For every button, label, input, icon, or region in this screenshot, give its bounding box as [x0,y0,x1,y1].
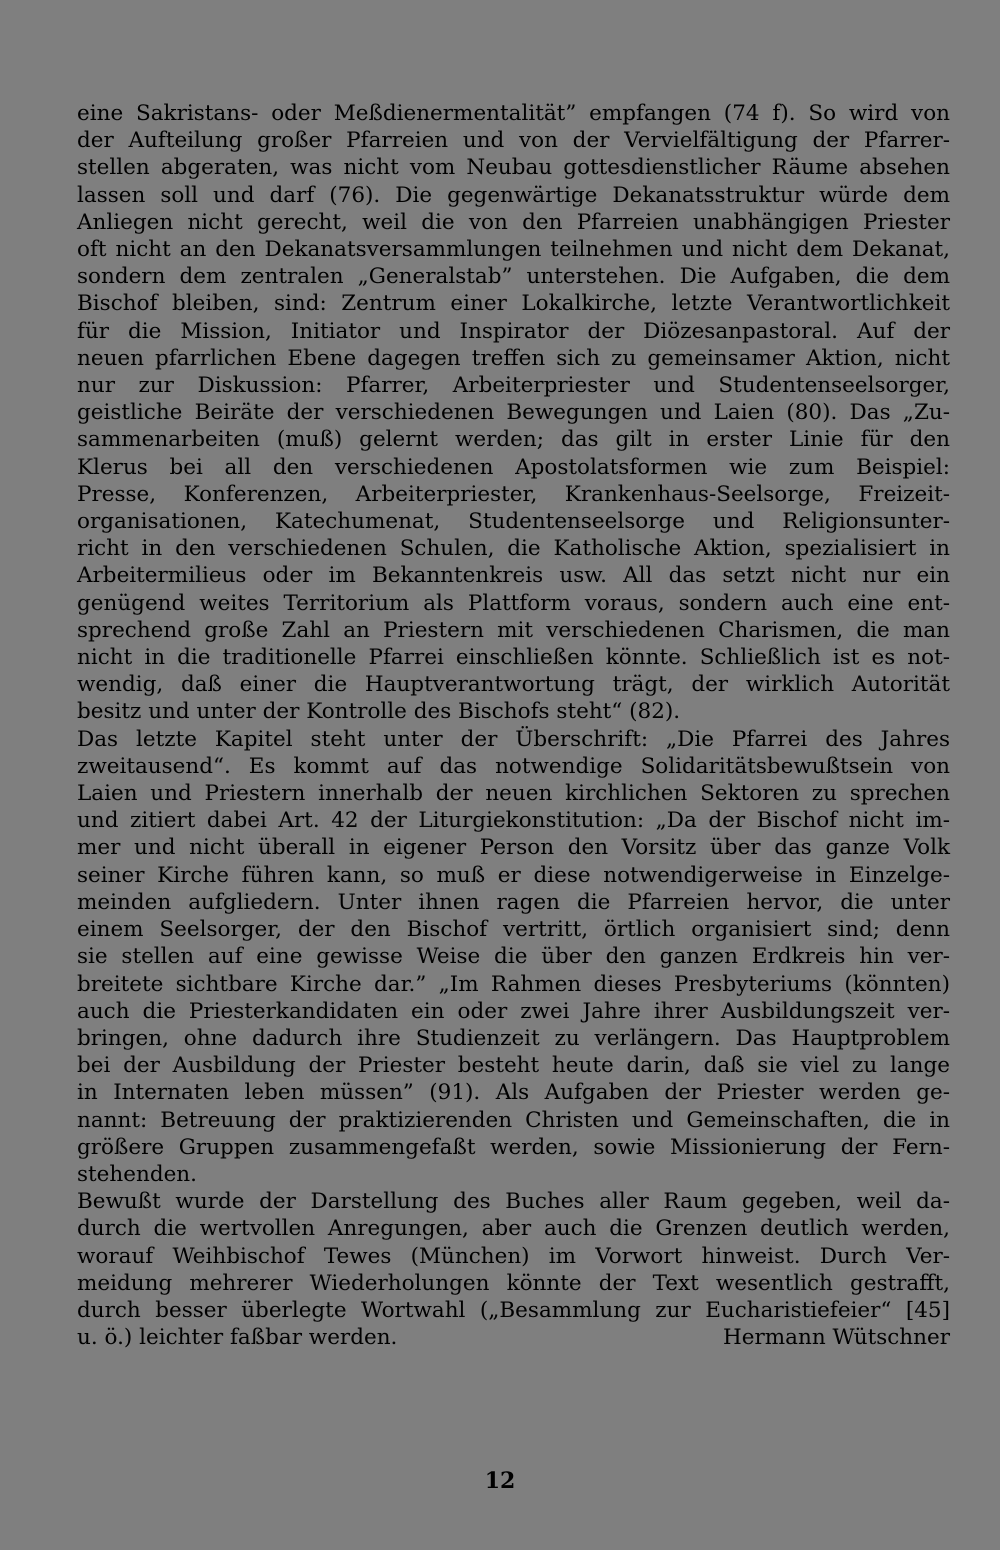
text-line: geistliche Beiräte der verschiedenen Bewegungen und Laien (80). Das „Zu- [77,400,950,426]
text-line: eine Sakristans- oder Meßdienermentalität” empfangen (74 f). So wird von [77,101,950,126]
text-line: Bewußt wurde der Darstellung des Buches aller Raum gegeben, weil da- [77,1189,950,1215]
text-line: und zitiert dabei Art. 42 der Liturgiekonstitution: „Da der Bischof nicht im- [77,808,950,834]
text-line: richt in den verschiedenen Schulen, die Katholische Aktion, spezialisiert in [77,536,950,562]
text-line: worauf Weihbischof Tewes (München) im Vorwort hinweist. Durch Ver- [77,1243,950,1269]
text-line: meidung mehrerer Wiederholungen könnte der Text wesentlich gestrafft, [77,1270,950,1296]
text-line: durch die wertvollen Anregungen, aber auch die Grenzen deutlich werden, [77,1216,950,1242]
text-line: sondern dem zentralen „Generalstab” unterstehen. Die Aufgaben, die dem [77,264,950,290]
text-line: Das letzte Kapitel steht unter der Überschrift: „Die Pfarrei des Jahres [77,726,950,752]
text-line: seiner Kirche führen kann, so muß er diese notwendigerweise in Einzelge- [77,862,950,888]
text-line: nur zur Diskussion: Pfarrer, Arbeiterpriester und Studentenseelsorger, [77,373,950,399]
text-line: bringen, ohne dadurch ihre Studienzeit zu verlängern. Das Hauptproblem [77,1025,950,1051]
text-line: Arbeitermilieus oder im Bekanntenkreis usw. All das setzt nicht nur ein [77,563,950,589]
text-line: meinden aufgliedern. Unter ihnen ragen die Pfarreien hervor, die unter [77,889,950,915]
text-line: in Internaten leben müssen” (91). Als Aufgaben der Priester werden ge- [77,1080,950,1106]
text-line: stehenden. [77,1161,197,1187]
text-line: genügend weites Territorium als Plattform voraus, sondern auch eine ent- [77,590,950,616]
paragraph-3 [77,1188,950,1351]
text-line: Laien und Priestern innerhalb der neuen kirchlichen Sektoren zu sprechen [77,781,950,807]
text-line: Presse, Konferenzen, Arbeiterpriester, Krankenhaus-Seelsorge, Freizeit- [77,481,950,507]
text-line: Anliegen nicht gerecht, weil die von den Pfarreien unabhängigen Priester [77,209,950,235]
text-line: besitz und unter der Kontrolle des Bischofs steht“ (82). [77,699,681,725]
text-line: organisationen, Katechumenat, Studentenseelsorge und Religionsunter- [77,509,950,535]
text-line: für die Mission, Initiator und Inspirator der Diözesanpastoral. Auf der [77,318,950,344]
author-signature: Hermann Wütschner [723,1325,950,1351]
text-line: sammenarbeiten (muß) gelernt werden; das gilt in erster Linie für den [77,427,950,453]
closing-line [77,1324,950,1351]
text-line: wendig, daß einer die Hauptverantwortung trägt, der wirklich Autorität [77,672,950,698]
text-line: nannt: Betreuung der praktizierenden Christen und Gemeinschaften, die in [77,1107,950,1133]
text-line: stellen abgeraten, was nicht vom Neubau gottesdienstlicher Räume absehen [77,155,950,181]
text-line: lassen soll und darf (76). Die gegenwärtige Dekanatsstruktur würde dem [77,182,950,208]
text-line: Bischof bleiben, sind: Zentrum einer Lokalkirche, letzte Verantwortlichkeit [77,291,950,317]
text-line: bei der Ausbildung der Priester besteht heute darin, daß sie viel zu lange [77,1053,950,1079]
text-line: sie stellen auf eine gewisse Weise die über den ganzen Erdkreis hin ver- [77,944,950,970]
text-line: Klerus bei all den verschiedenen Apostolatsformen wie zum Beispiel: [77,454,950,480]
text-line: neuen pfarrlichen Ebene dagegen treffen sich zu gemeinsamer Aktion, nicht [77,345,950,371]
text-line: größere Gruppen zusammengefaßt werden, sowie Missionierung der Fern- [77,1134,950,1160]
page-number: 12 [484,1468,516,1494]
text-line: oft nicht an den Dekanatsversammlungen teilnehmen und nicht dem Dekanat, [77,237,950,263]
paragraph-2 [77,726,950,1188]
text-line: breitete sichtbare Kirche dar.” „Im Rahmen dieses Presbyteriums (könnten) [77,971,950,997]
text-line: zweitausend“. Es kommt auf das notwendige Solidaritätsbewußtsein von [77,753,950,779]
body-text [77,100,950,1351]
text-line: sprechend große Zahl an Priestern mit verschiedenen Charismen, die man [77,617,950,643]
text-line: der Aufteilung großer Pfarreien und von der Vervielfältigung der Pfarrer- [77,128,950,154]
text-line: einem Seelsorger, der den Bischof vertritt, örtlich organisiert sind; denn [77,917,950,943]
closing-text: u. ö.) leichter faßbar werden. [77,1325,398,1351]
text-line: durch besser überlegte Wortwahl („Besammlung zur Eucharistiefeier“ [45] [77,1297,950,1323]
text-line: mer und nicht überall in eigener Person den Vorsitz über das ganze Volk [77,835,950,861]
paragraph-1 [77,100,950,726]
text-line: nicht in die traditionelle Pfarrei einschließen könnte. Schließlich ist es not- [77,645,950,671]
text-line: auch die Priesterkandidaten ein oder zwei Jahre ihrer Ausbildungszeit ver- [77,998,950,1024]
